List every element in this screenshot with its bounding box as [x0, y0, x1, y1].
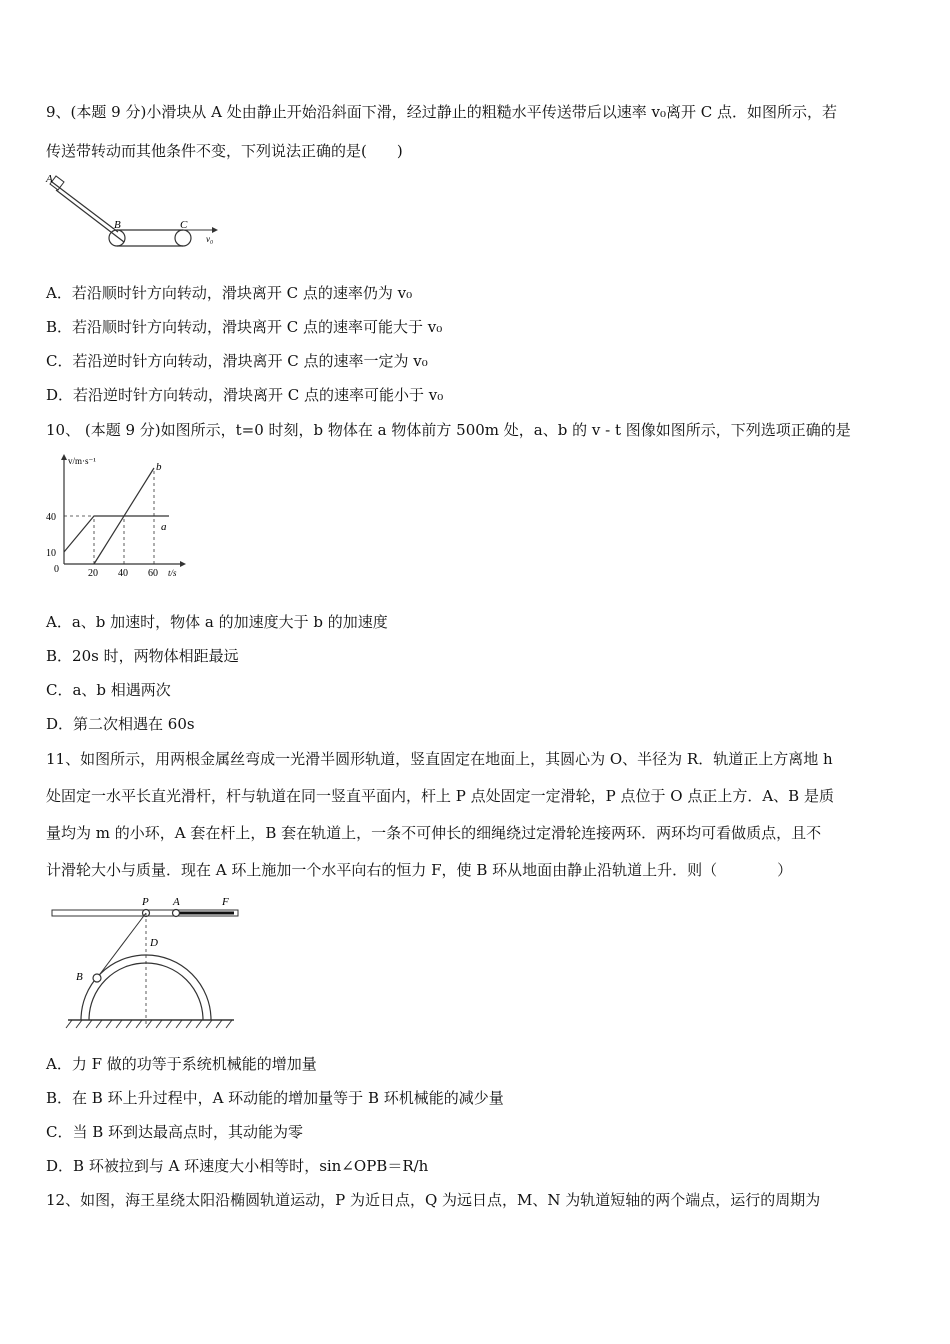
tick-labels	[46, 512, 158, 579]
series-lines	[64, 461, 169, 564]
ground	[66, 1020, 234, 1028]
y-axis-arrow	[61, 454, 67, 460]
q9-option-b: B．若沿顺时针方向转动，滑块离开 C 点的速率可能大于 v₀	[46, 318, 443, 336]
q11-option-d: D．B 环被拉到与 A 环速度大小相等时，sin∠OPB＝R/h	[46, 1157, 429, 1175]
q11-text-line3: 量均为 m 的小环，A 套在杆上，B 套在轨道上，一条不可伸长的细绳绕过定滑轮连接两环．两环均可看做质点，且不	[46, 824, 822, 842]
q9-label-a: A	[46, 173, 53, 185]
ring-a	[173, 910, 180, 917]
q11-label-a: A	[173, 896, 180, 908]
q11-label-f: F	[222, 896, 229, 908]
q9-label-b: B	[114, 219, 121, 231]
q10-option-c: C．a、b 相遇两次	[46, 681, 171, 699]
q11-label-p: P	[142, 896, 149, 908]
q9-option-d: D．若沿逆时针方向转动，滑块离开 C 点的速率可能小于 v₀	[46, 386, 444, 404]
x-tick-label: 60	[148, 568, 158, 579]
q9-label-c: C	[180, 219, 188, 231]
q11-option-a: A．力 F 做的功等于系统机械能的增加量	[46, 1055, 317, 1073]
q9-label-v0: v₀	[206, 234, 214, 244]
q9-figure	[40, 170, 230, 252]
y-tick-label: 40	[46, 512, 56, 523]
x-axis-arrow	[180, 561, 186, 567]
series-a-line	[64, 516, 169, 552]
x-tick-label: 20	[88, 568, 98, 579]
q12-text-line1: 12、如图，海王星绕太阳沿椭圆轨道运动，P 为近日点，Q 为远日点，M、N 为轨道短轴的两个端点，运行的周期为	[46, 1191, 821, 1209]
q11-figure	[44, 892, 244, 1032]
q10-option-d: D．第二次相遇在 60s	[46, 715, 195, 733]
q9-option-c: C．若沿逆时针方向转动，滑块离开 C 点的速率一定为 v₀	[46, 352, 428, 370]
q11-option-b: B．在 B 环上升过程中，A 环动能的增加量等于 B 环机械能的减少量	[46, 1089, 504, 1107]
q11-label-d: D	[150, 937, 158, 949]
y-axis-label: v/m·s⁻¹	[68, 456, 96, 466]
y-tick-label: 10	[46, 548, 56, 559]
q11-text-line2: 处固定一水平长直光滑杆，杆与轨道在同一竖直平面内，杆上 P 点处固定一定滑轮，P 点位于 O 点正上方．A、B 是质	[46, 787, 834, 805]
q9-text-line2: 传送带转动而其他条件不变，下列说法正确的是( )	[46, 142, 403, 160]
q10-vt-chart	[40, 452, 190, 582]
x-axis-label: t/s	[168, 568, 177, 578]
q9-option-a: A．若沿顺时针方向转动，滑块离开 C 点的速率仍为 v₀	[46, 284, 413, 302]
q10-option-b: B．20s 时，两物体相距最远	[46, 647, 239, 665]
series-a-label: a	[161, 521, 167, 533]
q9-text-line1: 9、(本题 9 分)小滑块从 A 处由静止开始沿斜面下滑，经过静止的粗糙水平传送带后以速率 v₀离开 C 点．如图所示，若	[46, 103, 837, 121]
q11-option-c: C．当 B 环到达最高点时，其动能为零	[46, 1123, 304, 1141]
incline-with-block	[50, 176, 124, 242]
q11-label-b: B	[76, 971, 83, 983]
q11-text-line1: 11、如图所示，用两根金属丝弯成一光滑半圆形轨道，竖直固定在地面上，其圆心为 O、半径为 R．轨道正上方离地 h	[46, 750, 833, 768]
origin-label: 0	[54, 564, 59, 575]
q10-option-a: A．a、b 加速时，物体 a 的加速度大于 b 的加速度	[46, 613, 388, 631]
q11-text-line4: 计滑轮大小与质量．现在 A 环上施加一个水平向右的恒力 F，使 B 环从地面由静止沿轨道上升．则（ ）	[46, 861, 793, 879]
q10-text-line1: 10、 (本题 9 分)如图所示，t=0 时刻，b 物体在 a 物体前方 500m 处，a、b 的 v - t 图像如图所示，下列选项正确的是	[46, 421, 851, 439]
series-b-label: b	[156, 461, 162, 473]
x-tick-label: 40	[118, 568, 128, 579]
ring-b	[93, 974, 101, 982]
conveyor-belt	[109, 227, 218, 246]
